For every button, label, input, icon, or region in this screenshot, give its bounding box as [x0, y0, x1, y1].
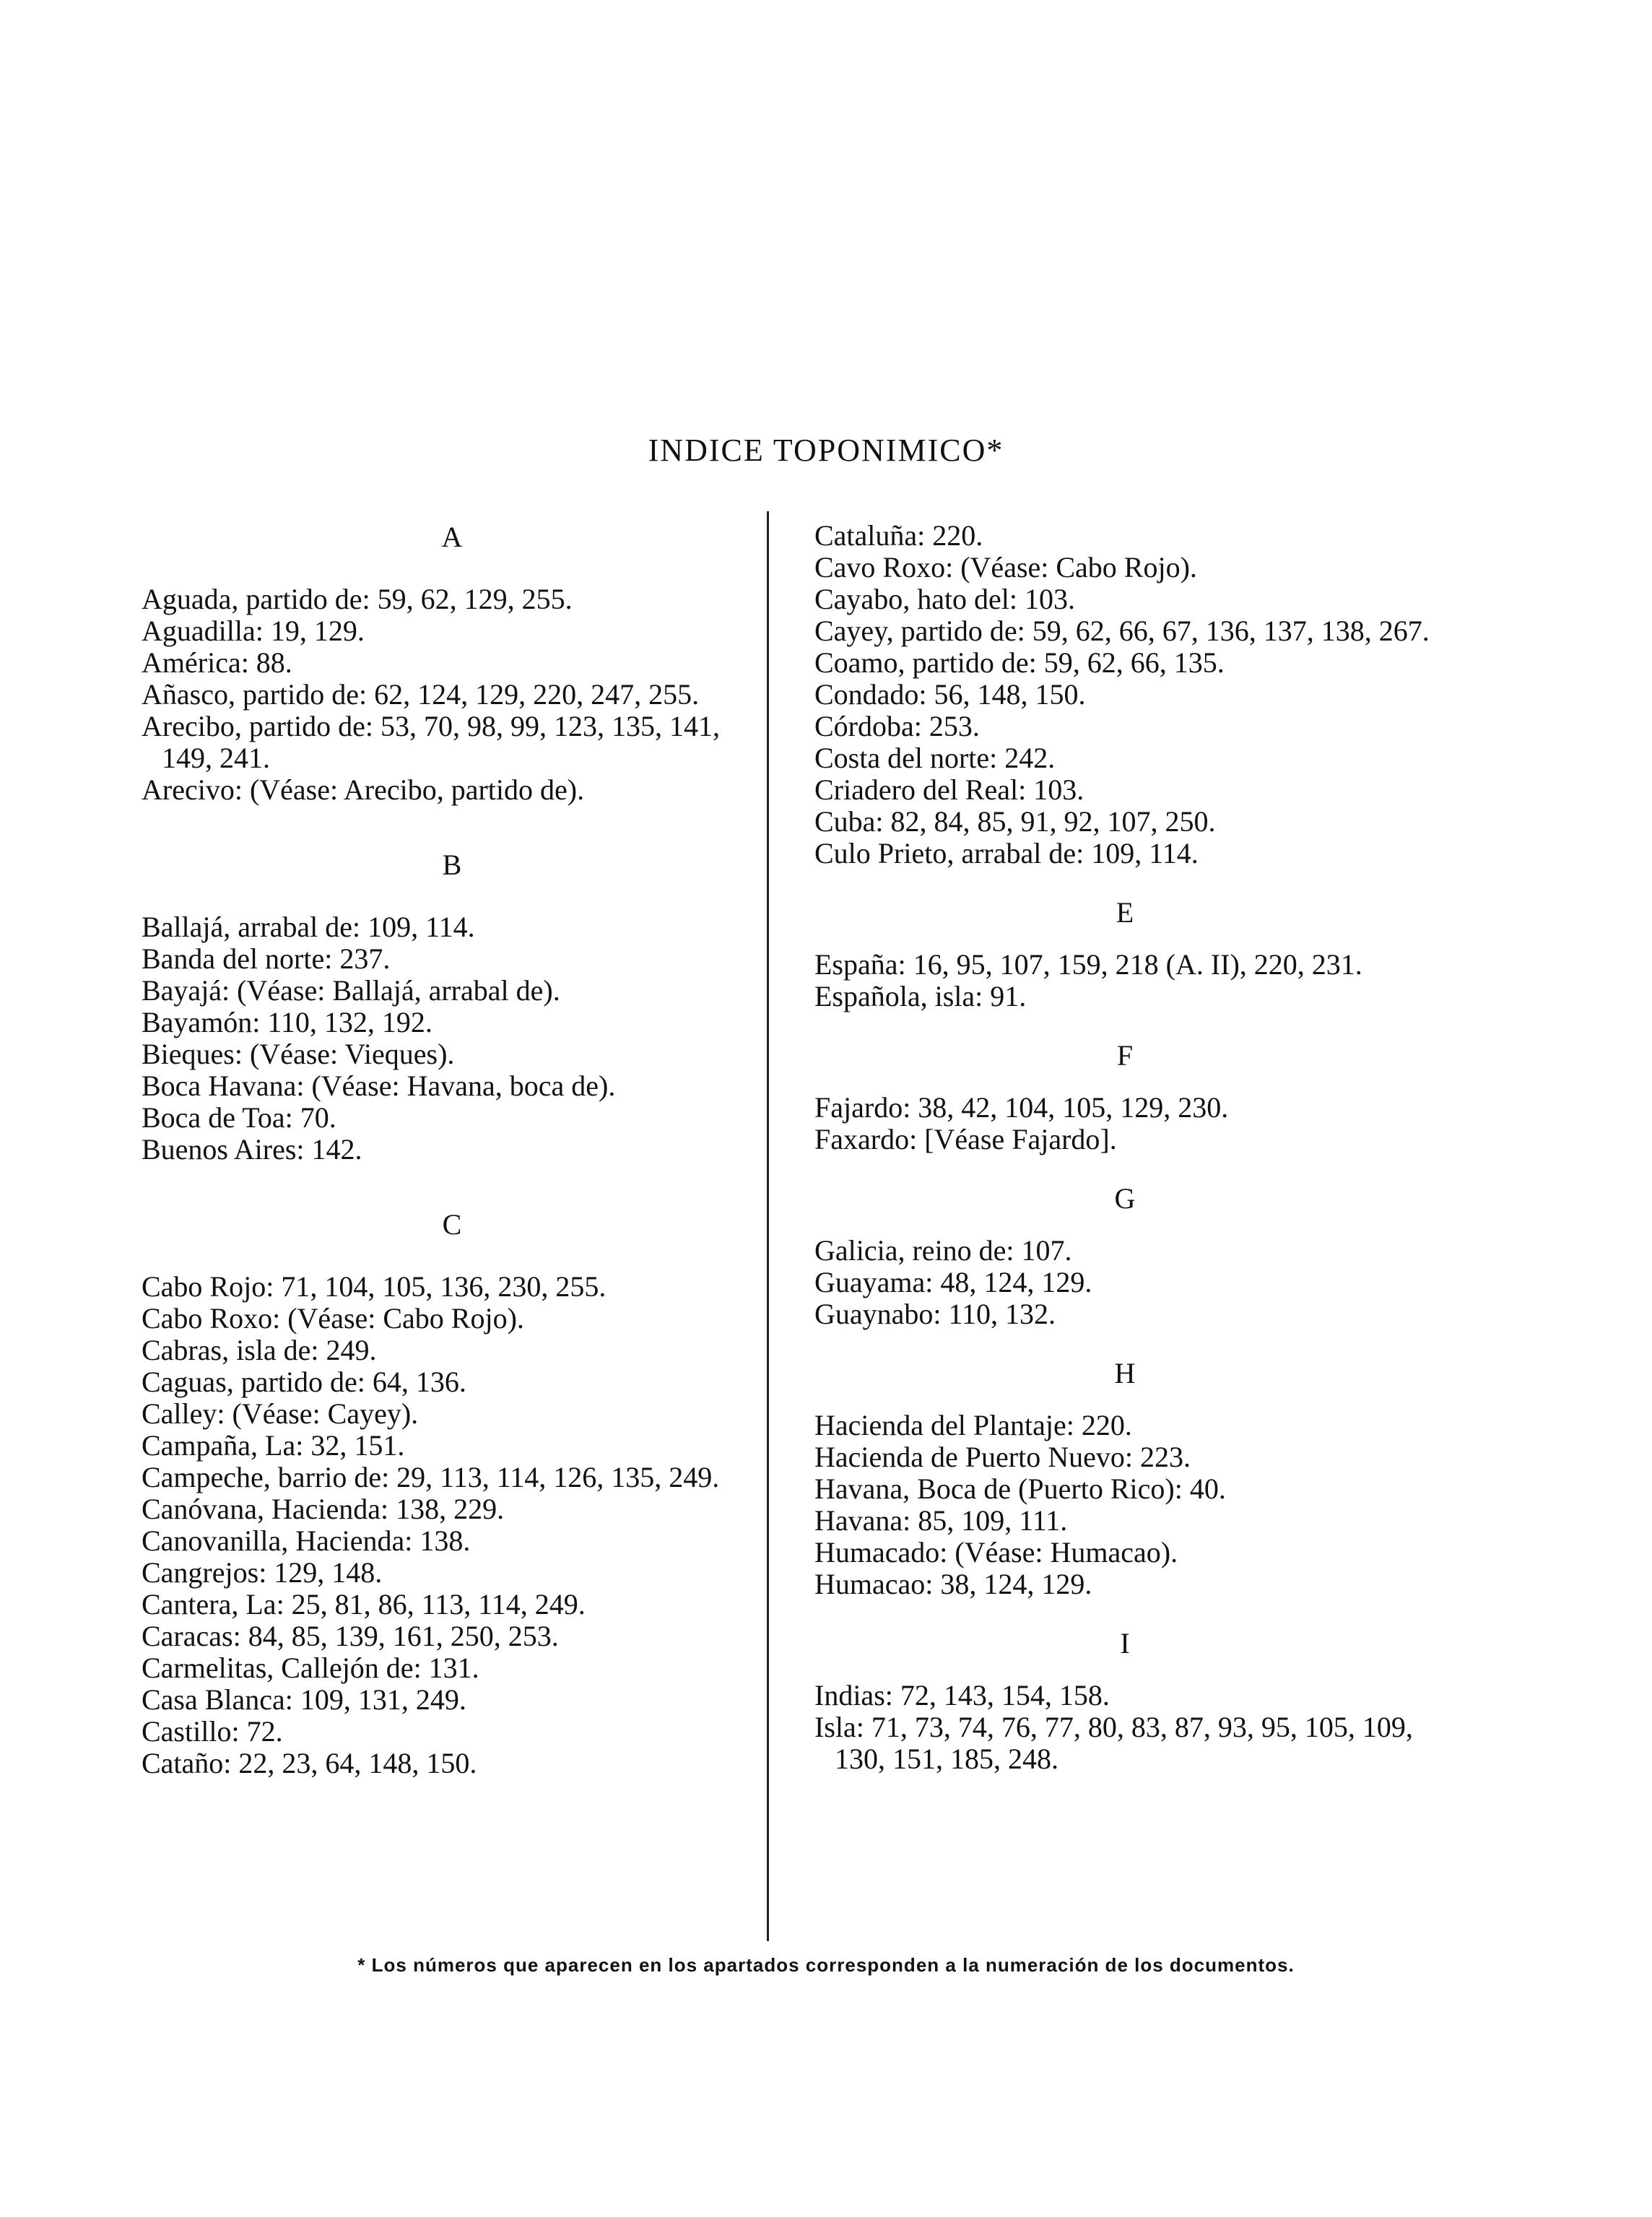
index-section-f: [814, 1038, 1435, 1155]
index-section-c: [142, 1207, 762, 1779]
index-entry: Cabo Roxo: (Véase: Cabo Rojo).: [142, 1302, 524, 1335]
index-entry: Cayey, partido de: 59, 62, 66, 67, 136, 137, 138, 267.: [814, 615, 1430, 647]
index-section-b: [142, 848, 762, 1166]
index-section-e: [814, 895, 1435, 1012]
index-entry: Humacado: (Véase: Humacao).: [814, 1536, 1178, 1569]
index-section-g: [814, 1181, 1435, 1330]
index-entry: Criadero del Real: 103.: [814, 773, 1084, 806]
index-entry: Canóvana, Hacienda: 138, 229.: [142, 1493, 505, 1525]
index-entry: Boca Havana: (Véase: Havana, boca de).: [142, 1070, 616, 1102]
index-entry: Fajardo: 38, 42, 104, 105, 129, 230.: [814, 1091, 1229, 1124]
index-entry: Cabras, isla de: 249.: [142, 1334, 377, 1366]
index-entry: Cataluña: 220.: [814, 519, 983, 552]
index-entry: Española, isla: 91.: [814, 980, 1027, 1012]
entry-list: [814, 1235, 1435, 1330]
index-entry: Arecivo: (Véase: Arecibo, partido de).: [142, 773, 585, 806]
index-entry: Carmelitas, Callejón de: 131.: [142, 1652, 479, 1684]
index-entry: Aguadilla: 19, 129.: [142, 615, 365, 647]
section-letter: I: [1120, 1627, 1130, 1660]
index-entry: Guayama: 48, 124, 129.: [814, 1266, 1092, 1298]
section-letter: A: [441, 521, 463, 553]
section-letter: H: [1114, 1357, 1136, 1389]
entry-list: [142, 1271, 762, 1779]
section-letter: G: [1114, 1182, 1136, 1215]
index-section-h: [814, 1356, 1435, 1600]
index-entry: Cayabo, hato del: 103.: [814, 583, 1076, 615]
entry-list: [814, 1410, 1435, 1600]
section-letter: B: [442, 849, 462, 881]
index-entry: América: 88.: [142, 646, 292, 679]
section-letter: C: [442, 1208, 462, 1241]
index-entry: Galicia, reino de: 107.: [814, 1234, 1072, 1267]
index-entry: Bieques: (Véase: Vieques).: [142, 1038, 455, 1070]
entry-list: [814, 949, 1435, 1012]
index-entry: Castillo: 72.: [142, 1715, 283, 1748]
index-entry: Cavo Roxo: (Véase: Cabo Rojo).: [814, 551, 1197, 583]
left-column: [142, 520, 762, 1821]
index-entry: Havana: 85, 109, 111.: [814, 1504, 1068, 1537]
index-entry: Bayamón: 110, 132, 192.: [142, 1006, 432, 1038]
entry-list: [142, 911, 762, 1166]
index-entry: Campeche, barrio de: 29, 113, 114, 126, 135, 249.: [142, 1461, 720, 1493]
index-entry: Cantera, La: 25, 81, 86, 113, 114, 249.: [142, 1588, 586, 1621]
index-entry: Añasco, partido de: 62, 124, 129, 220, 247, 255.: [142, 678, 700, 711]
index-entry: Canovanilla, Hacienda: 138.: [142, 1524, 471, 1557]
page-title: INDICE TOPONIMICO*: [648, 433, 1004, 468]
entry-list: [814, 1680, 1435, 1775]
index-entry: Calley: (Véase: Cayey).: [142, 1397, 419, 1430]
right-column: [814, 520, 1435, 1801]
section-letter: E: [1116, 896, 1134, 929]
index-entry: Caracas: 84, 85, 139, 161, 250, 253.: [142, 1620, 559, 1652]
index-entry: Campaña, La: 32, 151.: [142, 1429, 405, 1462]
index-entry: Havana, Boca de (Puerto Rico): 40.: [814, 1472, 1226, 1505]
index-entry: Aguada, partido de: 59, 62, 129, 255.: [142, 583, 573, 615]
index-entry: Humacao: 38, 124, 129.: [814, 1568, 1092, 1600]
index-entry: Cataño: 22, 23, 64, 148, 150.: [142, 1747, 477, 1779]
index-entry: Isla: 71, 73, 74, 76, 77, 80, 83, 87, 93, 95, 105, 109, 130, 151, 185, 248.: [814, 1711, 1413, 1775]
index-entry: Faxardo: [Véase Fajardo].: [814, 1123, 1117, 1155]
index-entry: Buenos Aires: 142.: [142, 1133, 362, 1166]
index-entry: Ballajá, arrabal de: 109, 114.: [142, 911, 475, 943]
index-entry: Banda del norte: 237.: [142, 942, 391, 975]
index-entry: Hacienda del Plantaje: 220.: [814, 1409, 1132, 1441]
index-entry: Indias: 72, 143, 154, 158.: [814, 1679, 1110, 1711]
index-entry: Córdoba: 253.: [814, 710, 980, 742]
index-section-i: [814, 1626, 1435, 1775]
index-entry: Guaynabo: 110, 132.: [814, 1298, 1056, 1330]
section-letter: F: [1116, 1039, 1134, 1072]
index-entry: Arecibo, partido de: 53, 70, 98, 99, 123, 135, 141, 149, 241.: [142, 710, 720, 774]
index-entry: Coamo, partido de: 59, 62, 66, 135.: [814, 646, 1225, 679]
index-entry: Cabo Rojo: 71, 104, 105, 136, 230, 255.: [142, 1270, 607, 1303]
index-entry: Casa Blanca: 109, 131, 249.: [142, 1683, 466, 1716]
index-entry: Hacienda de Puerto Nuevo: 223.: [814, 1441, 1191, 1473]
index-entry: Condado: 56, 148, 150.: [814, 678, 1086, 711]
index-entry: Cuba: 82, 84, 85, 91, 92, 107, 250.: [814, 805, 1216, 838]
index-section-continued: [814, 520, 1435, 869]
index-entry: Cangrejos: 129, 148.: [142, 1556, 383, 1589]
index-entry: Culo Prieto, arrabal de: 109, 114.: [814, 837, 1199, 869]
entry-list: [814, 520, 1435, 869]
index-entry: Bayajá: (Véase: Ballajá, arrabal de).: [142, 974, 560, 1007]
index-entry: Costa del norte: 242.: [814, 742, 1056, 774]
index-entry: Caguas, partido de: 64, 136.: [142, 1366, 466, 1398]
entry-list: [142, 583, 762, 806]
footnote: * Los números que aparecen en los apartados corresponden a la numeración de los documentos.: [357, 1954, 1295, 1976]
index-section-a: [142, 520, 762, 806]
entry-list: [814, 1092, 1435, 1155]
index-entry: Boca de Toa: 70.: [142, 1101, 336, 1134]
index-entry: España: 16, 95, 107, 159, 218 (A. II), 220, 231.: [814, 948, 1362, 981]
column-divider: [767, 511, 769, 1941]
